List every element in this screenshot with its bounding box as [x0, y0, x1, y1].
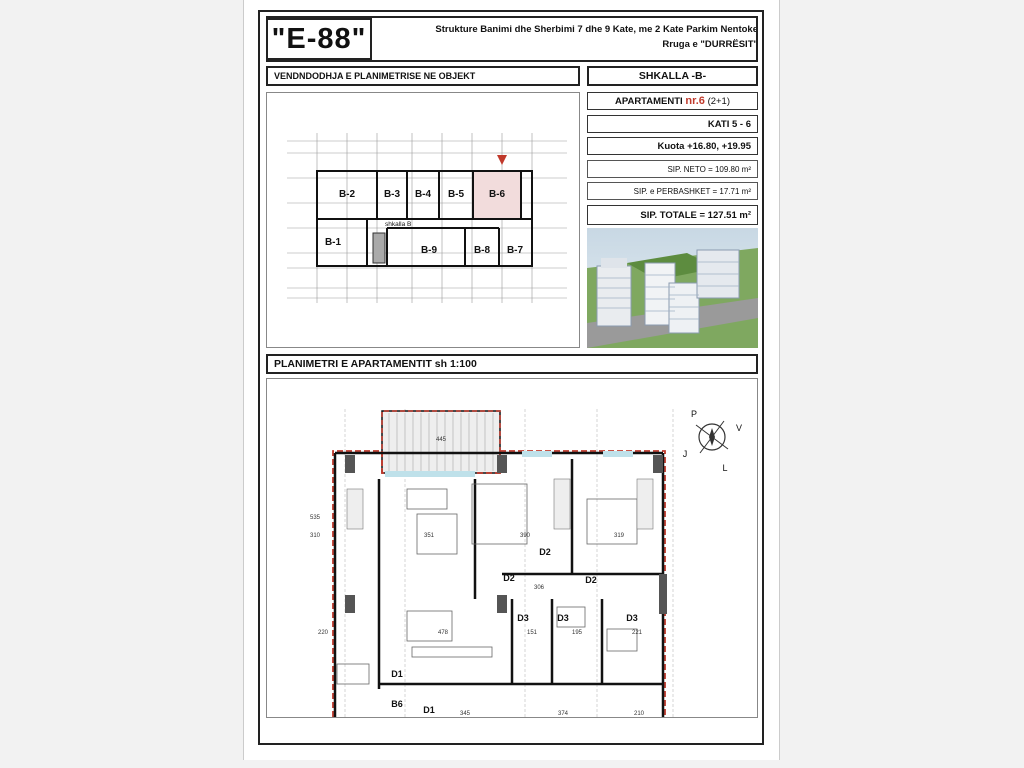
- compass-icon: [696, 421, 728, 453]
- elevation: Kuota +16.80, +19.95: [587, 137, 758, 155]
- door-label: D3: [517, 613, 529, 623]
- compass-label: V: [735, 423, 743, 433]
- unit-label: B-4: [414, 189, 432, 200]
- total-area: SIP. TOTALE = 127.51 m²: [587, 205, 758, 225]
- compass-label: J: [682, 449, 688, 459]
- compass-label: L: [722, 463, 728, 473]
- door-label: D3: [557, 613, 569, 623]
- shared-area: SIP. e PERBASHKET = 17.71 m²: [587, 182, 758, 200]
- door-label: D2: [539, 547, 551, 557]
- unit-label: B-6: [488, 189, 506, 200]
- location-title: VENDNDODHJA E PLANIMETRISE NE OBJEKT: [266, 66, 580, 86]
- dimension-label: 374: [557, 711, 569, 717]
- unit-label: B-8: [473, 245, 491, 256]
- dimension-label: 478: [437, 630, 449, 636]
- door-label: D2: [503, 573, 515, 583]
- dimension-label: 345: [459, 711, 471, 717]
- stair-text: shkalla B: [385, 221, 412, 228]
- door-label: D2: [585, 575, 597, 585]
- unit-label: B-1: [324, 237, 342, 248]
- apartment-type: (2+1): [707, 95, 731, 107]
- project-description-line2: Rruga e "DURRËSIT": [662, 39, 758, 50]
- dimension-label: 210: [633, 711, 645, 717]
- unit-label: B-7: [506, 245, 524, 256]
- dimension-label: 535: [309, 515, 321, 521]
- dimension-label: 310: [309, 533, 321, 539]
- dimension-label: 221: [631, 630, 643, 636]
- apartment-label: [587, 92, 758, 110]
- dimension-label: 351: [423, 533, 435, 539]
- dimension-label: 390: [519, 533, 531, 539]
- header-box: [266, 16, 758, 62]
- unit-label: B-3: [383, 189, 401, 200]
- key-plan-drawing: [267, 93, 579, 347]
- floor-plan: [266, 378, 758, 718]
- dimension-label: 319: [613, 533, 625, 539]
- door-label: D3: [626, 613, 638, 623]
- building-rendering: [587, 228, 758, 348]
- document-sheet: [243, 0, 780, 760]
- key-plan: [266, 92, 580, 348]
- project-description-line1: Strukture Banimi dhe Sherbimi 7 dhe 9 Kate, me 2 Kate Parkim Nentoke: [435, 24, 758, 35]
- apartment-number: nr.6: [685, 95, 705, 107]
- dimension-label: 151: [526, 630, 538, 636]
- door-label: D1: [423, 705, 435, 715]
- net-area: SIP. NETO = 109.80 m²: [587, 160, 758, 178]
- unit-tag: B6: [391, 699, 403, 709]
- dimension-label: 445: [435, 437, 447, 443]
- floor-plan-drawing: [267, 379, 757, 717]
- project-code: "E-88": [266, 18, 372, 60]
- dimension-label: 306: [533, 585, 545, 591]
- plan-title: PLANIMETRI E APARTAMENTIT sh 1:100: [266, 354, 758, 374]
- unit-label: B-2: [338, 189, 356, 200]
- dimension-label: 195: [571, 630, 583, 636]
- building-rendering-image: [587, 228, 758, 348]
- dimension-label: 220: [317, 630, 329, 636]
- unit-label: B-9: [420, 245, 438, 256]
- location-marker-icon: [497, 155, 507, 165]
- unit-label: B-5: [447, 189, 465, 200]
- door-label: D1: [391, 669, 403, 679]
- stair-label: SHKALLA -B-: [587, 66, 758, 86]
- apartment-word: APARTAMENTI: [614, 95, 683, 107]
- floors: KATI 5 - 6: [587, 115, 758, 133]
- compass-label: P: [690, 409, 698, 419]
